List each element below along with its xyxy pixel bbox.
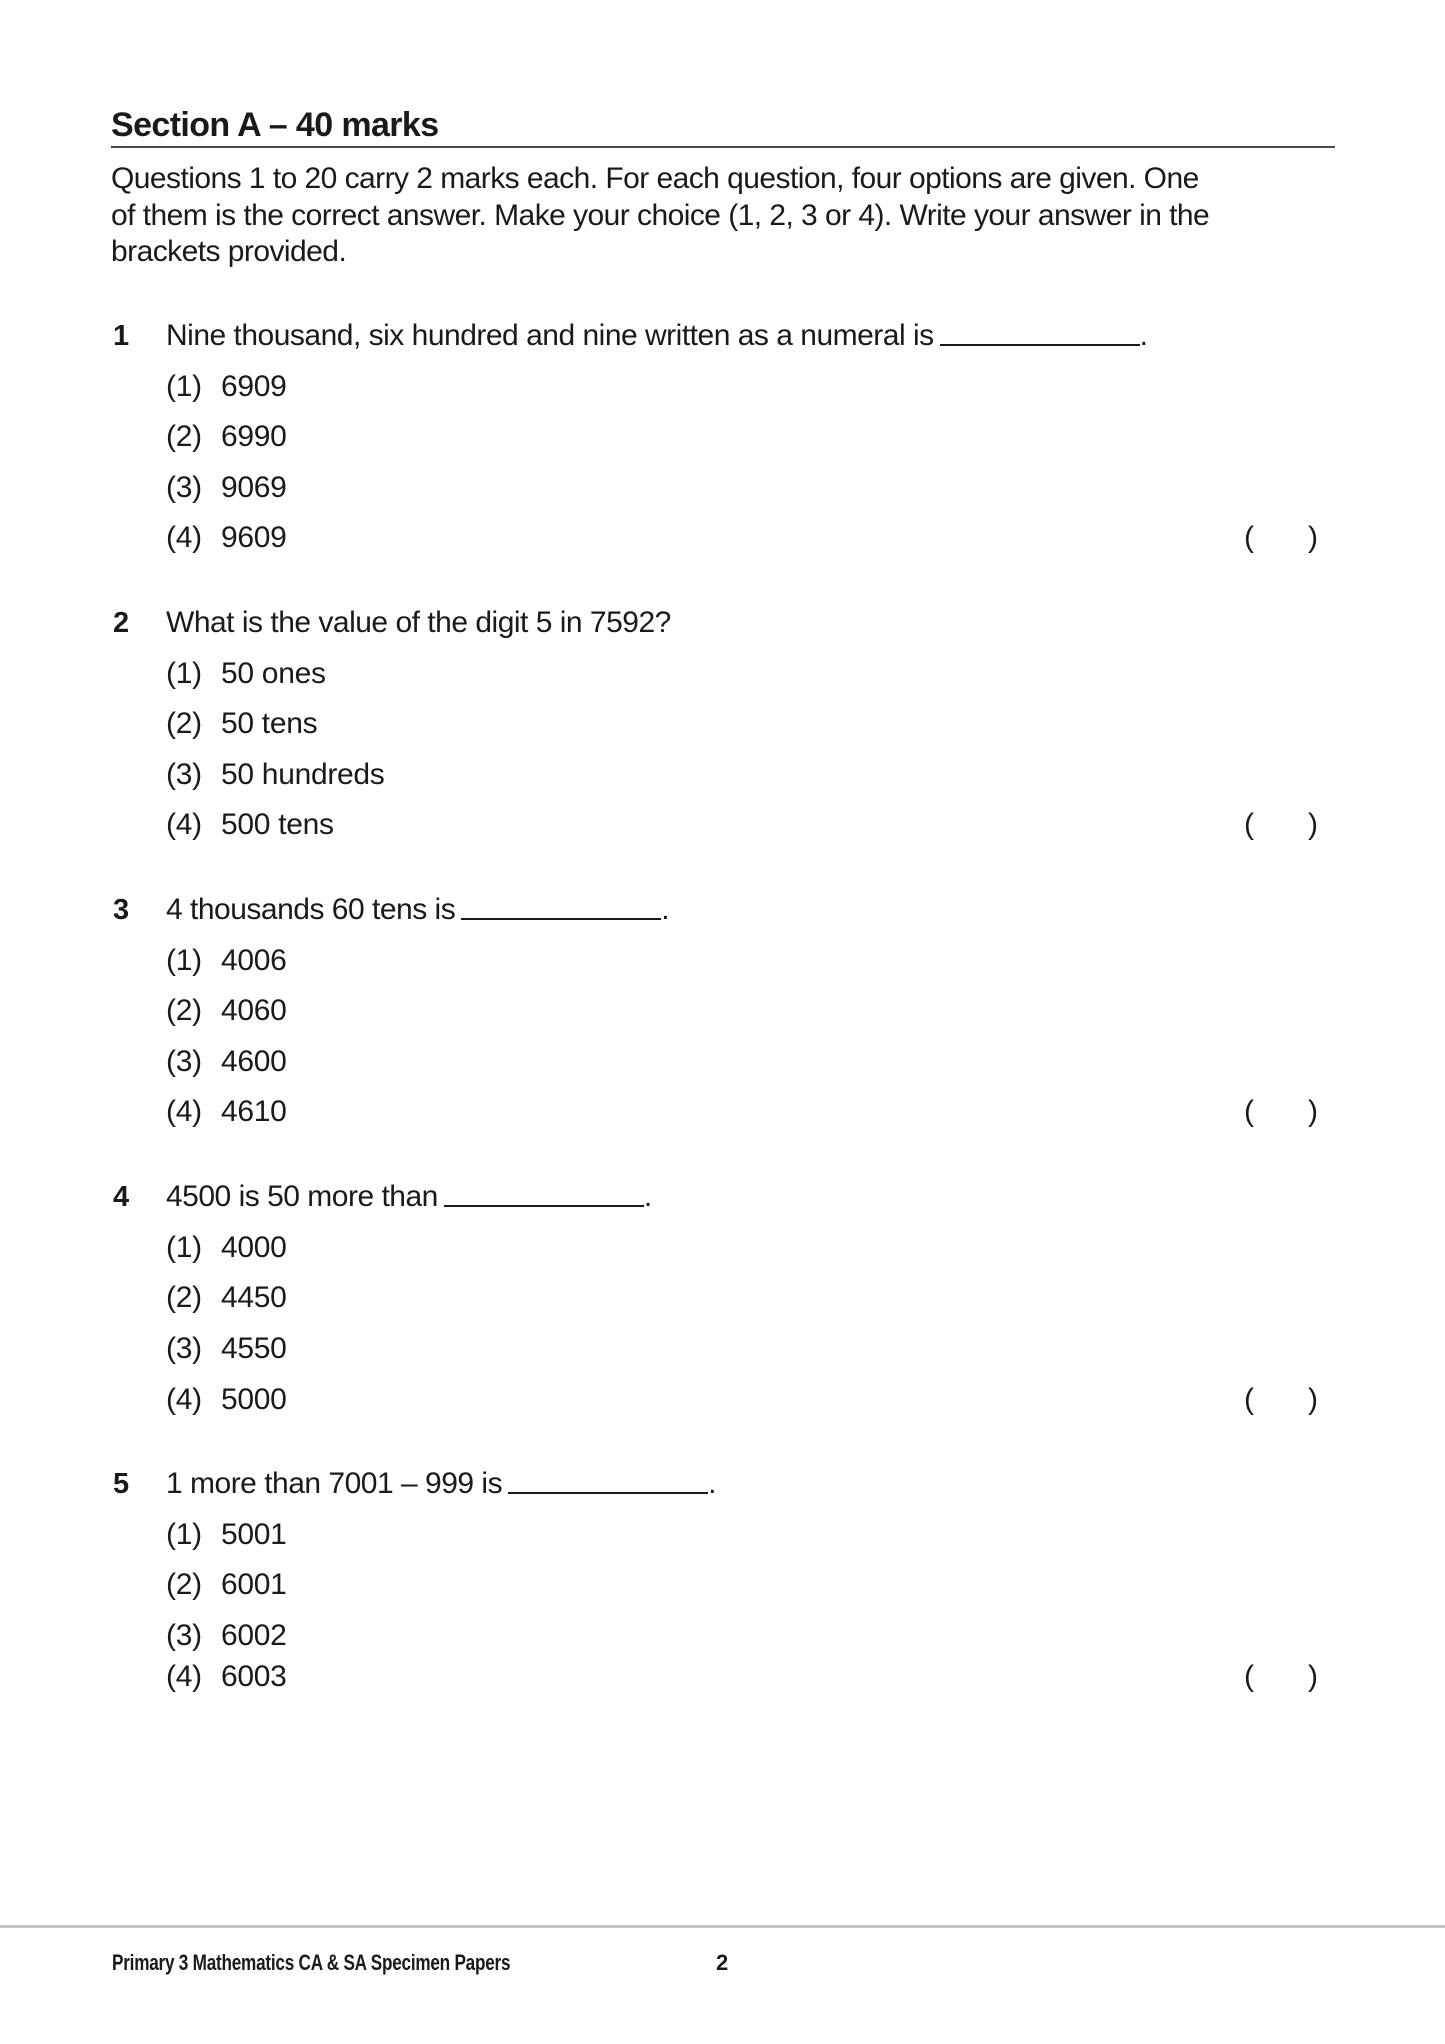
question-text [166, 1469, 716, 1499]
question-stem: 4 thousands 60 tens is [166, 893, 456, 926]
answer-bracket-open[interactable]: ( [1244, 521, 1254, 554]
option-label: (3) [166, 1045, 202, 1078]
option-value: 5001 [221, 1518, 287, 1551]
option-label: (3) [166, 1332, 202, 1365]
option-value: 6002 [221, 1619, 287, 1652]
answer-bracket-open[interactable]: ( [1244, 1383, 1254, 1416]
answer-bracket-close[interactable]: ) [1308, 1660, 1318, 1693]
option-label: (2) [166, 994, 202, 1027]
question-end-punctuation: . [708, 1467, 716, 1500]
option-label: (4) [166, 521, 202, 554]
option-label: (2) [166, 420, 202, 453]
question-number: 2 [113, 607, 130, 639]
footer-book-title: Primary 3 Mathematics CA & SA Specimen Papers [112, 1950, 511, 1975]
instructions-line-1: Questions 1 to 20 carry 2 marks each. For each question, four options are given. One [111, 162, 1199, 195]
question-stem: 1 more than 7001 – 999 is [166, 1467, 503, 1500]
question-stem: 4500 is 50 more than [166, 1180, 438, 1213]
answer-bracket-close[interactable]: ) [1308, 1095, 1318, 1128]
answer-blank-line [461, 918, 661, 920]
question-number: 1 [113, 320, 130, 352]
option-label: (4) [166, 1383, 202, 1416]
answer-bracket-open[interactable]: ( [1244, 808, 1254, 841]
question-stem: Nine thousand, six hundred and nine written as a numeral is [166, 319, 934, 352]
question-number: 3 [113, 894, 130, 926]
option-value: 6990 [221, 420, 287, 453]
question-text [166, 895, 669, 925]
option-label: (3) [166, 471, 202, 504]
option-value: 6003 [221, 1660, 287, 1693]
question-end-punctuation: . [661, 893, 670, 926]
option-label: (4) [166, 1660, 202, 1693]
page-number: 2 [716, 1950, 729, 1975]
answer-blank-line [508, 1492, 708, 1494]
option-label: (1) [166, 1231, 202, 1264]
question-text [166, 321, 1147, 351]
option-value: 4060 [221, 994, 287, 1027]
option-label: (3) [166, 1619, 202, 1652]
footer-divider [0, 1925, 1445, 1928]
answer-bracket-close[interactable]: ) [1308, 521, 1318, 554]
option-value: 9069 [221, 471, 287, 504]
option-label: (1) [166, 944, 202, 977]
option-value: 6001 [221, 1568, 287, 1601]
option-label: (4) [166, 1095, 202, 1128]
option-label: (1) [166, 370, 202, 403]
option-value: 4006 [221, 944, 287, 977]
option-value: 4550 [221, 1332, 287, 1365]
option-label: (2) [166, 1281, 202, 1314]
answer-bracket-close[interactable]: ) [1308, 808, 1318, 841]
instructions-line-2: of them is the correct answer. Make your choice (1, 2, 3 or 4). Write your answer in the [111, 199, 1210, 232]
option-value: 4600 [221, 1045, 287, 1078]
question-stem: What is the value of the digit 5 in 7592? [166, 606, 671, 639]
option-label: (1) [166, 657, 202, 690]
option-value: 500 tens [221, 808, 334, 841]
option-label: (2) [166, 1568, 202, 1601]
question-end-punctuation: . [643, 1180, 652, 1213]
option-value: 4450 [221, 1281, 287, 1314]
option-value: 50 hundreds [221, 758, 385, 791]
question-number: 5 [113, 1468, 130, 1500]
question-number: 4 [113, 1181, 130, 1213]
option-label: (1) [166, 1518, 202, 1551]
option-label: (4) [166, 808, 202, 841]
option-value: 9609 [221, 521, 287, 554]
option-value: 4000 [221, 1231, 287, 1264]
instructions-line-3: brackets provided. [111, 235, 347, 268]
answer-bracket-open[interactable]: ( [1244, 1095, 1254, 1128]
option-label: (2) [166, 707, 202, 740]
heading-divider [111, 146, 1335, 148]
answer-blank-line [940, 344, 1140, 346]
question-text [166, 608, 671, 638]
section-heading: Section A – 40 marks [111, 106, 439, 144]
answer-blank-line [444, 1205, 644, 1207]
option-value: 50 ones [221, 657, 326, 690]
option-value: 4610 [221, 1095, 287, 1128]
question-text [166, 1182, 652, 1212]
answer-bracket-close[interactable]: ) [1308, 1383, 1318, 1416]
option-value: 6909 [221, 370, 287, 403]
option-value: 5000 [221, 1383, 287, 1416]
question-end-punctuation: . [1139, 319, 1148, 352]
answer-bracket-open[interactable]: ( [1244, 1660, 1254, 1693]
option-value: 50 tens [221, 707, 318, 740]
option-label: (3) [166, 758, 202, 791]
